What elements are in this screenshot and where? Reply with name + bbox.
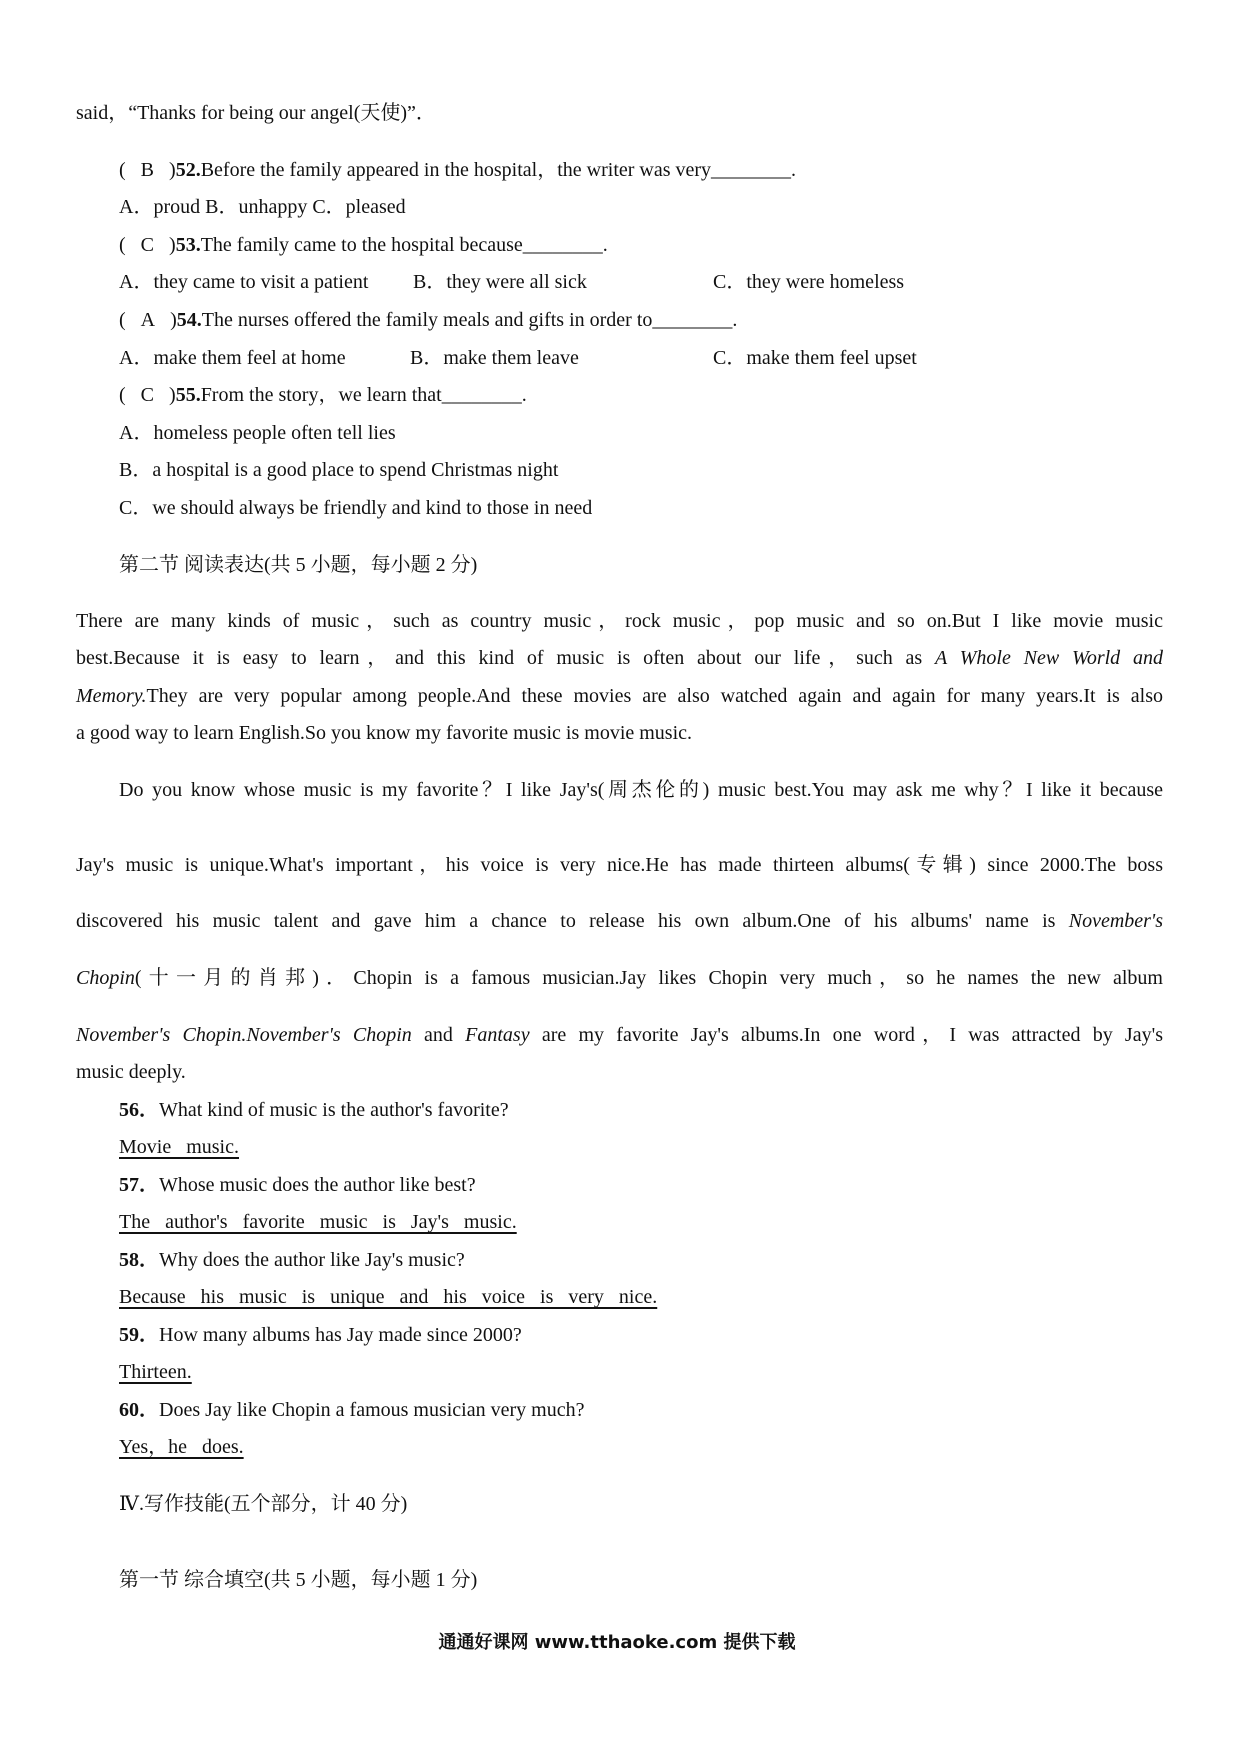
question-53-number: 53. xyxy=(175,234,201,256)
part-4-heading: Ⅳ.写作技能(五个部分，计 40 分) xyxy=(119,1493,408,1515)
album-title: November's Chopin.November's Chopin xyxy=(76,1024,412,1046)
question-54-number: 54. xyxy=(176,309,202,331)
question-53-option-c: C．they were homeless xyxy=(713,271,905,293)
passage-text: discovered his music talent and gave him a chance to release his own album.One of his albums' name is xyxy=(76,910,1069,932)
reading-answer-60 xyxy=(119,1437,244,1457)
passage-p2-line-3 xyxy=(76,911,1163,931)
question-number: 58． xyxy=(119,1249,159,1271)
question-53-answer: C xyxy=(140,234,155,256)
passage-p2-line-5 xyxy=(76,1025,1163,1045)
question-text: How many albums has Jay made since 2000? xyxy=(159,1324,522,1346)
passage-p2-line-4 xyxy=(76,968,1163,988)
question-52-answer: B xyxy=(140,159,155,181)
question-52-option-a: A．proud xyxy=(119,196,201,218)
passage-text: are my favorite Jay's albums.In one word，I was attracted by Jay's xyxy=(529,1024,1163,1046)
reading-answer-59 xyxy=(119,1362,192,1382)
passage-text: best.Because it is easy to learn，and this kind of music is often about our life，such as xyxy=(76,647,936,669)
question-54-stem: The nurses offered the family meals and gifts in order to________. xyxy=(201,309,738,331)
reading-answer-57 xyxy=(119,1212,517,1232)
question-53-stem: The family came to the hospital because________. xyxy=(200,234,608,256)
passage-text: (十一月的肖邦)．Chopin is a famous musician.Jay likes Chopin very much，so he names the new album xyxy=(134,967,1163,989)
reading-answer-56 xyxy=(119,1137,239,1157)
question-52-options xyxy=(119,197,406,217)
question-53: ( C )53.The family came to the hospital because________. xyxy=(119,234,608,256)
passage-p1-line-1: There are many kinds of music，such as country music，rock music，pop music and so on.But I like movie music xyxy=(76,610,1163,632)
question-54-option-c: C．make them feel upset xyxy=(713,347,917,369)
answer-text: Yes，he does. xyxy=(119,1436,244,1458)
question-55-answer: C xyxy=(140,384,155,406)
passage-text: and xyxy=(411,1024,466,1046)
question-text: Whose music does the author like best? xyxy=(159,1174,476,1196)
section-1-heading: 第一节 综合填空(共 5 小题，每小题 1 分) xyxy=(119,1569,478,1591)
question-55-option-a: A．homeless people often tell lies xyxy=(119,422,396,444)
reading-question-58 xyxy=(119,1250,465,1270)
reading-question-57 xyxy=(119,1175,476,1195)
reading-question-59 xyxy=(119,1325,522,1345)
answer-text: Thirteen. xyxy=(119,1361,192,1383)
intro-line: said，“Thanks for being our angel(天使)”． xyxy=(76,102,436,124)
passage-p1-line-2 xyxy=(76,648,1163,668)
question-55-number: 55. xyxy=(175,384,201,406)
question-number: 56． xyxy=(119,1099,159,1121)
movie-title: A Whole New World and xyxy=(935,647,1163,669)
question-53-option-a: A．they came to visit a patient xyxy=(119,271,369,293)
question-55: ( C )55.From the story，we learn that________. xyxy=(119,384,527,406)
passage-p2-line-1: Do you know whose music is my favorite？I like Jay's(周杰伦的) music best.You may ask me why？I like it because xyxy=(119,779,1163,801)
movie-title: Memory. xyxy=(76,685,147,707)
question-53-option-b: B．they were all sick xyxy=(413,271,587,293)
question-52: ( B )52.Before the family appeared in the hospital，the writer was very________. xyxy=(119,159,797,181)
section-2-heading: 第二节 阅读表达(共 5 小题，每小题 2 分) xyxy=(119,554,478,576)
passage-p1-line-4: a good way to learn English.So you know my favorite music is movie music. xyxy=(76,722,693,744)
question-55-option-c: C．we should always be friendly and kind to those in need xyxy=(119,497,593,519)
answer-text: The author's favorite music is Jay's music. xyxy=(119,1211,517,1233)
answer-text: Movie music. xyxy=(119,1136,239,1158)
question-text: Why does the author like Jay's music? xyxy=(159,1249,465,1271)
question-55-stem: From the story，we learn that________. xyxy=(200,384,527,406)
reading-question-56 xyxy=(119,1100,509,1120)
question-52-number: 52. xyxy=(175,159,201,181)
question-text: Does Jay like Chopin a famous musician very much? xyxy=(159,1399,585,1421)
page-footer: 通通好课网 www.tthaoke.com 提供下载 xyxy=(438,1632,796,1653)
question-54-option-b: B．make them leave xyxy=(410,347,579,369)
passage-text: They are very popular among people.And these movies are also watched again and again for many years.It is also xyxy=(146,685,1163,707)
question-54-option-a: A．make them feel at home xyxy=(119,347,346,369)
passage-p2-line-2: Jay's music is unique.What's important，his voice is very nice.He has made thirteen albums(专辑) since 2000.The boss xyxy=(76,854,1163,876)
album-title: Chopin xyxy=(76,967,135,989)
question-text: What kind of music is the author's favorite? xyxy=(159,1099,509,1121)
question-52-option-c: C．pleased xyxy=(312,196,406,218)
question-number: 59． xyxy=(119,1324,159,1346)
question-54-answer: A xyxy=(140,309,156,331)
reading-question-60 xyxy=(119,1400,584,1420)
passage-p1-line-3 xyxy=(76,686,1163,706)
question-number: 57． xyxy=(119,1174,159,1196)
reading-answer-58 xyxy=(119,1287,657,1307)
answer-text: Because his music is unique and his voice is very nice. xyxy=(119,1286,658,1308)
question-52-option-b: B．unhappy xyxy=(205,196,308,218)
passage-p2-line-6: music deeply. xyxy=(76,1061,186,1083)
question-55-option-b: B．a hospital is a good place to spend Christmas night xyxy=(119,459,559,481)
question-54: ( A )54.The nurses offered the family meals and gifts in order to________. xyxy=(119,309,738,331)
question-52-stem: Before the family appeared in the hospital，the writer was very________. xyxy=(200,159,797,181)
question-number: 60． xyxy=(119,1399,159,1421)
album-title: November's xyxy=(1068,910,1163,932)
album-title: Fantasy xyxy=(465,1024,530,1046)
